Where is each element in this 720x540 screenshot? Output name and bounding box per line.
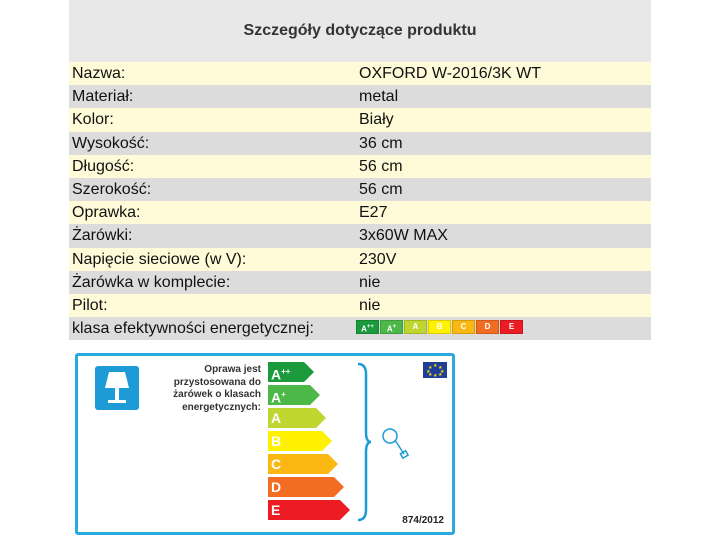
table-row: [69, 294, 651, 317]
table-row: [69, 85, 651, 108]
energy-badge: B: [428, 320, 451, 334]
row-value: OXFORD W-2016/3K WT: [359, 65, 541, 82]
table-row: [69, 155, 651, 178]
table-row: [69, 271, 651, 294]
product-details-panel: [69, 0, 651, 540]
row-label: Nazwa:: [72, 65, 126, 82]
row-label: Materiał:: [72, 88, 134, 106]
row-label: Długość:: [72, 157, 135, 175]
table-row: [69, 108, 651, 131]
row-value: 36 cm: [359, 134, 403, 152]
row-label: klasa efektywności energetycznej:: [72, 320, 314, 338]
label-description: Oprawa jest przystosowana do żarówek o klasach energetycznych:: [173, 364, 261, 413]
row-value: metal: [359, 88, 399, 106]
row-value: nie: [359, 296, 381, 314]
energy-arrow-label: A+: [271, 389, 286, 406]
bulb-icon: [380, 426, 410, 460]
row-label: Wysokość:: [72, 134, 150, 152]
energy-badge: A+: [380, 320, 403, 334]
energy-arrow-label: A: [271, 410, 282, 426]
row-value: 3x60W MAX: [359, 227, 448, 245]
row-value: nie: [359, 273, 381, 291]
energy-badge: A++: [356, 320, 379, 334]
energy-badge: D: [476, 320, 499, 334]
details-table: [69, 62, 651, 340]
table-row: [69, 201, 651, 224]
brace-icon: [356, 362, 372, 522]
table-row: [69, 224, 651, 247]
energy-arrow-label: B: [271, 433, 282, 449]
row-label: Szerokość:: [72, 180, 152, 198]
row-value: Biały: [359, 111, 394, 129]
row-label: Oprawka:: [72, 204, 141, 222]
energy-badge: A: [404, 320, 427, 334]
row-value: 230V: [359, 250, 397, 268]
table-row: [69, 132, 651, 155]
row-label: Pilot:: [72, 296, 108, 314]
regulation-number: 874/2012: [402, 515, 444, 526]
lamp-icon: [95, 366, 139, 410]
row-value: 56 cm: [359, 157, 403, 175]
row-label: Żarówka w komplecie:: [72, 273, 231, 291]
row-value: E27: [359, 204, 388, 222]
eu-flag-icon: ★ ★ ★ ★ ★ ★ ★ ★: [423, 362, 447, 378]
page-title: Szczegóły dotyczące produktu: [69, 0, 651, 62]
energy-badge: C: [452, 320, 475, 334]
energy-badge: E: [500, 320, 523, 334]
row-label: Kolor:: [72, 111, 114, 129]
row-value: 56 cm: [359, 180, 403, 198]
energy-class-badges: [356, 320, 523, 334]
energy-label: [75, 353, 455, 535]
energy-arrow-label: A++: [271, 366, 291, 383]
row-label: Żarówki:: [72, 227, 133, 245]
table-row: [69, 248, 651, 271]
table-row: [69, 317, 651, 340]
table-row: [69, 178, 651, 201]
row-label: Napięcie sieciowe (w V):: [72, 250, 247, 268]
energy-arrow-label: E: [271, 502, 281, 518]
energy-arrow-label: C: [271, 456, 282, 472]
energy-arrow-label: D: [271, 479, 282, 495]
table-row: [69, 62, 651, 85]
